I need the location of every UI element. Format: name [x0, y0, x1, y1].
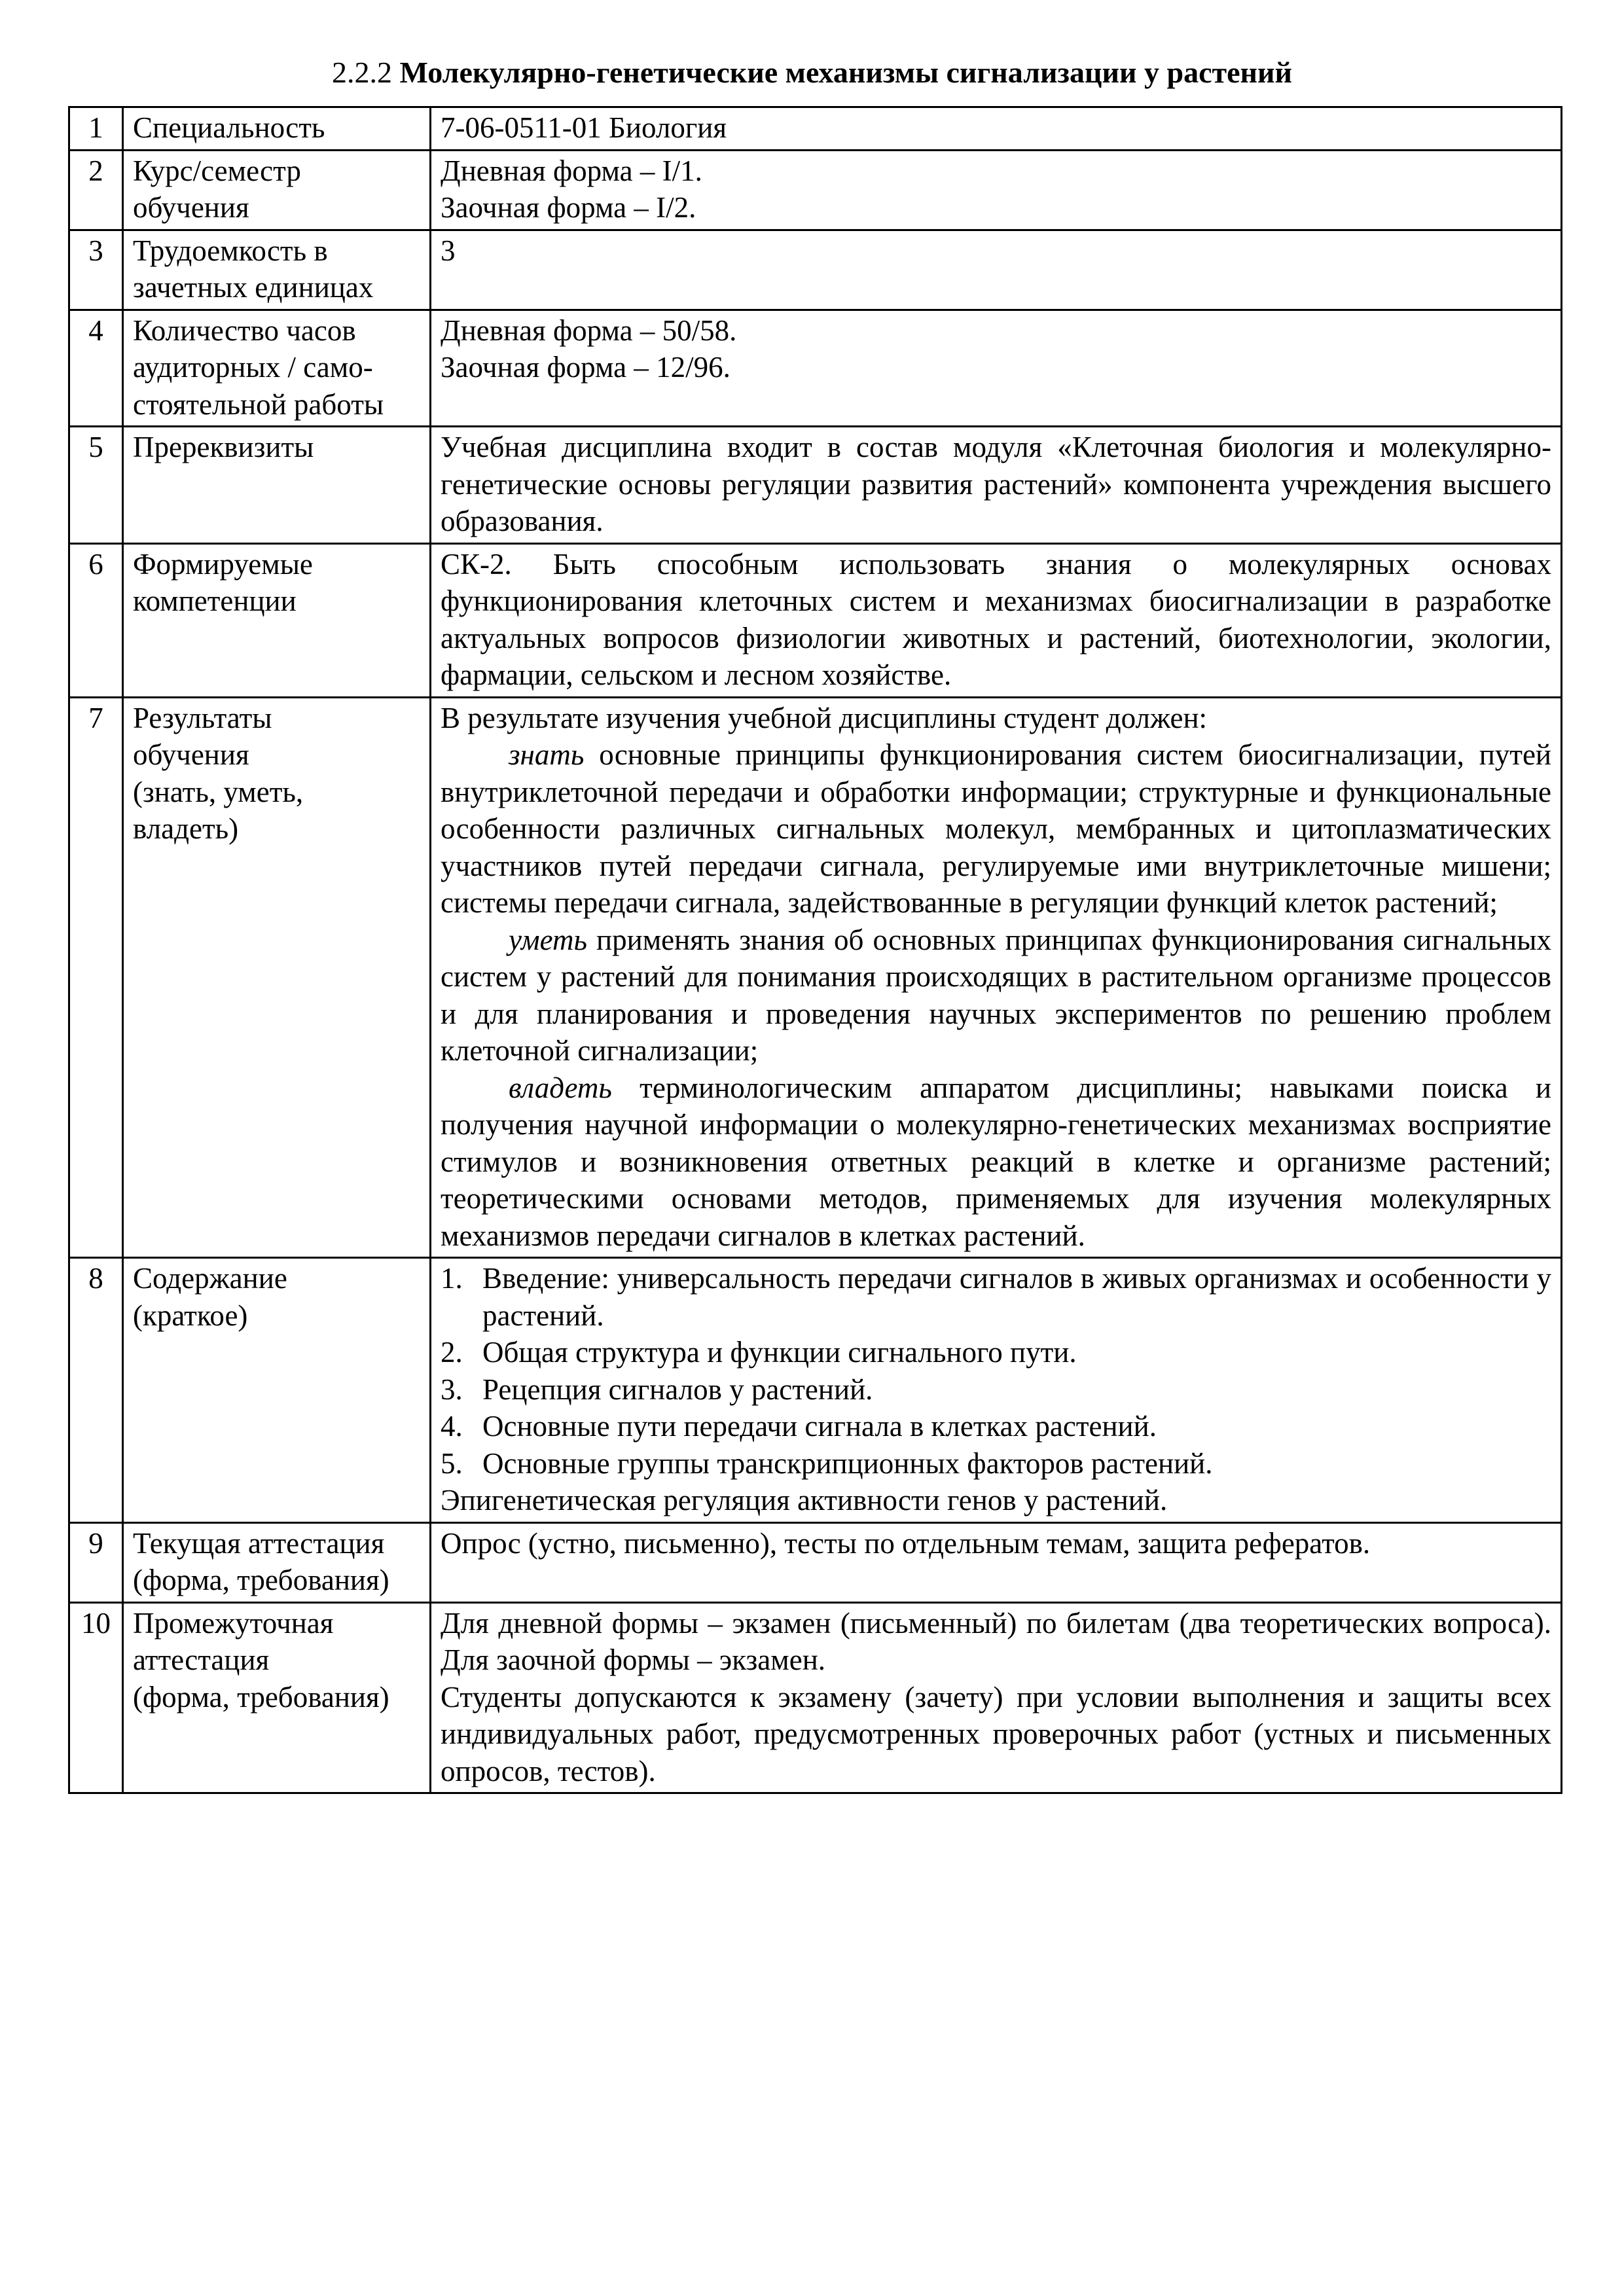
row-value [431, 1602, 1562, 1793]
row-label [123, 310, 431, 427]
list-text: Общая структура и функции сигнального пути. [482, 1336, 1077, 1369]
row-label [123, 150, 431, 230]
table-row [69, 150, 1562, 230]
results-can [441, 922, 1551, 1069]
row-number: 10 [69, 1602, 123, 1793]
discipline-info-table [68, 106, 1562, 1794]
label-line: Количество часов [133, 314, 356, 347]
label-line: стоятельной работы [133, 387, 384, 421]
list-item [441, 1334, 1551, 1371]
row-number: 9 [69, 1522, 123, 1602]
section-heading [0, 54, 1624, 92]
table-row [69, 697, 1562, 1258]
table-row [69, 230, 1562, 310]
list-marker: 1. [441, 1262, 463, 1295]
row-number: 8 [69, 1258, 123, 1523]
label-line: обучения [133, 191, 249, 224]
label-line: Результаты [133, 701, 272, 734]
list-marker: 4. [441, 1410, 463, 1443]
row-number: 5 [69, 427, 123, 544]
list-tail: Эпигенетическая регуляция активности генов у растений. [441, 1484, 1168, 1516]
label-line: компетенции [133, 584, 297, 617]
list-item [441, 1408, 1551, 1445]
own-keyword: владеть [509, 1071, 612, 1104]
row-number: 2 [69, 150, 123, 230]
value-line: Дневная форма – I/1. [441, 154, 702, 187]
can-text: применять знания об основных принципах функционирования сигнальных систем у растений для понимания происходящих в растительном организме процессов и для планирования и проведения научных экспериментов по решению проблем клеточной сигнализации; [441, 923, 1551, 1067]
row-value: Опрос (устно, письменно), тесты по отдельным темам, защита рефератов. [431, 1522, 1562, 1602]
row-number: 3 [69, 230, 123, 310]
list-text: Основные группы транскрипционных факторов растений. [482, 1446, 1213, 1480]
value-line: 3 [441, 234, 456, 267]
label-line: (форма, требования) [133, 1680, 389, 1713]
value-line: Дневная форма – 50/58. [441, 314, 737, 347]
row-value: СК-2. Быть способным использовать знания о молекулярных основах функционирования клеточных систем и механизмах биосигнализации в разработке актуальных вопросов физиологии животных и растений, биотехнологии, экологии, фармации, сельском и лесном хозяйстве. [431, 543, 1562, 697]
list-item [441, 1260, 1551, 1334]
label-line: зачетных единицах [133, 271, 374, 304]
list-item [441, 1445, 1551, 1482]
row-value [431, 230, 1562, 310]
row-value [431, 150, 1562, 230]
list-item [441, 1371, 1551, 1408]
row-value [431, 1258, 1562, 1523]
value-line: Заочная форма – I/2. [441, 191, 696, 224]
table-row [69, 107, 1562, 151]
attestation-paragraph: Для дневной формы – экзамен (письменный) по билетам (два теоретических вопроса). Для заочной формы – экзамен. [441, 1606, 1551, 1676]
know-keyword: знать [509, 738, 585, 771]
label-line: (краткое) [133, 1299, 248, 1332]
value-line: 7-06-0511-01 Биология [441, 111, 727, 144]
list-marker: 3. [441, 1372, 463, 1406]
row-label [123, 1522, 431, 1602]
section-title: Молекулярно-генетические механизмы сигнализации у растений [399, 56, 1293, 89]
row-value [431, 697, 1562, 1258]
results-own [441, 1069, 1551, 1255]
attestation-paragraph: Студенты допускаются к экзамену (зачету) при условии выполнения и защиты всех индивидуальных работ, предусмотренных проверочных работ (устных и письменных опросов, тестов). [441, 1680, 1551, 1787]
row-label [123, 230, 431, 310]
list-marker: 2. [441, 1336, 463, 1369]
row-number: 6 [69, 543, 123, 697]
label-line: владеть) [133, 812, 239, 845]
label-line: Содержание [133, 1262, 287, 1295]
results-know [441, 736, 1551, 922]
value-line: Заочная форма – 12/96. [441, 351, 731, 384]
row-label: Пререквизиты [123, 427, 431, 544]
table-row [69, 1522, 1562, 1602]
label-line: Промежуточная [133, 1606, 334, 1640]
label-line: аудиторных / само- [133, 351, 373, 384]
label-line: (знать, уметь, [133, 775, 304, 808]
row-label [123, 697, 431, 1258]
row-label [123, 1258, 431, 1523]
section-number: 2.2.2 [331, 56, 392, 89]
label-line: Курс/семестр [133, 154, 301, 187]
label-line: (форма, требования) [133, 1564, 389, 1596]
own-text: терминологическим аппаратом дисциплины; навыками поиска и получения научной информации о молекулярно-генетических механизмах восприятие стимулов и возникновения ответных реакций в клетке и организме растений; теоретическими основами методов, применяемых для изучения молекулярных механизмов передачи сигналов в клетках растений. [441, 1071, 1551, 1252]
label-line: аттестация [133, 1643, 270, 1676]
row-number: 4 [69, 310, 123, 427]
row-value: Учебная дисциплина входит в состав модуля «Клеточная биология и молекулярно-генетические основы регуляции развития растений» компонента учреждения высшего образования. [431, 427, 1562, 544]
row-number: 1 [69, 107, 123, 151]
row-number: 7 [69, 697, 123, 1258]
label-line: Формируемые [133, 547, 313, 581]
row-label [123, 1602, 431, 1793]
can-keyword: уметь [509, 923, 587, 956]
results-intro: В результате изучения учебной дисциплины студент должен: [441, 701, 1208, 734]
list-text: Введение: универсальность передачи сигналов в живых организмах и особенности у растений. [482, 1262, 1551, 1332]
table-row [69, 543, 1562, 697]
table-row [69, 310, 1562, 427]
label-line: обучения [133, 738, 249, 771]
table-row [69, 1258, 1562, 1523]
row-label [123, 543, 431, 697]
table-row [69, 1602, 1562, 1793]
label-line: Трудоемкость в [133, 234, 328, 267]
table-row [69, 427, 1562, 544]
list-marker: 5. [441, 1446, 463, 1480]
list-text: Основные пути передачи сигнала в клетках растений. [482, 1410, 1157, 1443]
know-text: основные принципы функционирования систем биосигнализации, путей внутриклеточной передачи и обработки информации; структурные и функциональные особенности различных сигнальных молекул, мембранных и цитоплазматических участников путей передачи сигнала, регулируемые ими внутриклеточные мишени; системы передачи сигнала, задействованные в регуляции функций клеток растений; [441, 738, 1551, 919]
row-value [431, 310, 1562, 427]
row-value [431, 107, 1562, 151]
list-text: Рецепция сигналов у растений. [482, 1372, 873, 1406]
label-line: Текущая аттестация [133, 1526, 385, 1560]
row-label: Специальность [123, 107, 431, 151]
